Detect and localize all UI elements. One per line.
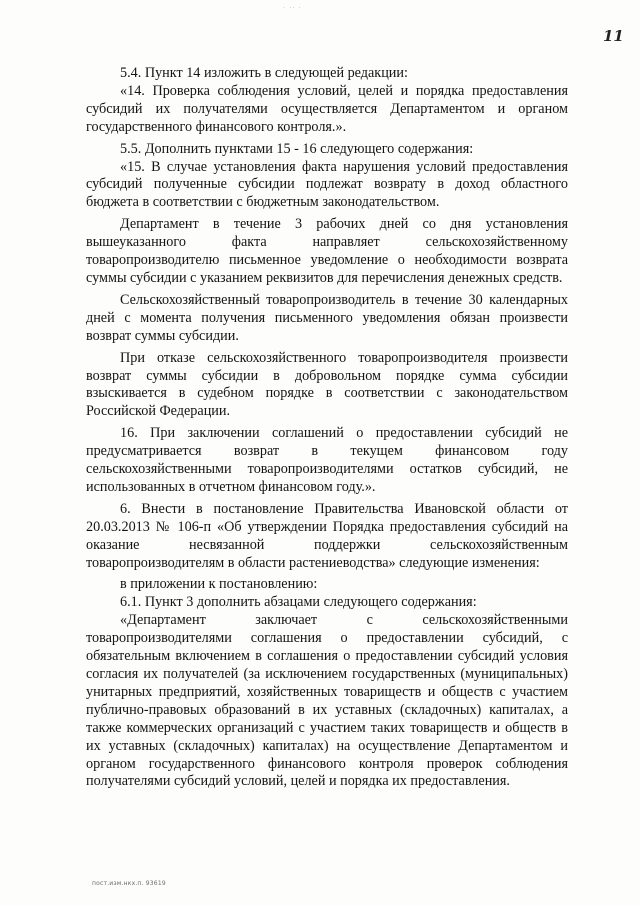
paragraph: 5.5. Дополнить пунктами 15 - 16 следующего содержания: xyxy=(120,140,474,157)
paragraph: «Департамент заключает с сельскохозяйственными товаропроизводителями соглашения о предоставлении субсидий, с обязательным включением в соглашения о предоставлении субсидий условия согласия их получателей (за исключением государственных (муниципальных) унитарных предприятий, хозяйственных товариществ и обществ с участием публично-правовых образований в их уставных (складочных) капиталах, а также коммерческих организаций с участием таких товариществ и обществ в их уставных (складочных) капиталах) на осуществление Департаментом и органом государственного финансового контроля проверок соблюдения получателями субсидий условий, целей и порядка их предоставления. xyxy=(86,612,568,790)
paragraph: в приложении к постановлению: xyxy=(120,576,318,593)
paragraph: 5.4. Пункт 14 изложить в следующей редакции: xyxy=(120,65,408,81)
document-code: пост.изм.нкх.п. 93619 xyxy=(92,880,166,887)
paragraph: 6.1. Пункт 3 дополнить абзацами следующего содержания: xyxy=(120,594,477,611)
page-number: 11 xyxy=(603,27,624,45)
scan-mark: · ·· · xyxy=(283,4,302,12)
paragraph: «15. В случае установления факта нарушения условий предоставления субсидий полученные субсидии подлежат возврату в доход областного бюджета в соответствии с бюджетным законодательством. xyxy=(86,158,568,211)
document-body xyxy=(86,65,568,791)
paragraph: Департамент в течение 3 рабочих дней со дня установления вышеуказанного факта направляет сельскохозяйственному товаропроизводителю письменное уведомление о необходимости возврата суммы субсидии с указанием реквизитов для перечисления денежных средств. xyxy=(86,216,568,286)
paragraph: Сельскохозяйственный товаропроизводитель в течение 30 календарных дней с момента получения письменного уведомления обязан произвести возврат суммы субсидии. xyxy=(86,291,568,344)
paragraph: 6. Внести в постановление Правительства Ивановской области от 20.03.2013 № 106-п «Об утверждении Порядка предоставления субсидий на оказание несвязанной поддержки сельскохозяйственным товаропроизводителям в области растениеводства» следующие изменения: xyxy=(86,500,568,571)
paragraph: 16. При заключении соглашений о предоставлении субсидий не предусматривается возврат в текущем финансовом году сельскохозяйственными товаропроизводителями остатков субсидий, не использованных в отчетном финансовом году.». xyxy=(86,425,568,495)
paragraph: При отказе сельскохозяйственного товаропроизводителя произвести возврат суммы субсидии в добровольном порядке сумма субсидии взыскивается в судебном порядке в соответствии с законодательством Российской Федерации. xyxy=(86,349,568,420)
paragraph: «14. Проверка соблюдения условий, целей и порядка предоставления субсидий их получателями осуществляется Департаментом и органом государственного финансового контроля.». xyxy=(86,82,568,135)
